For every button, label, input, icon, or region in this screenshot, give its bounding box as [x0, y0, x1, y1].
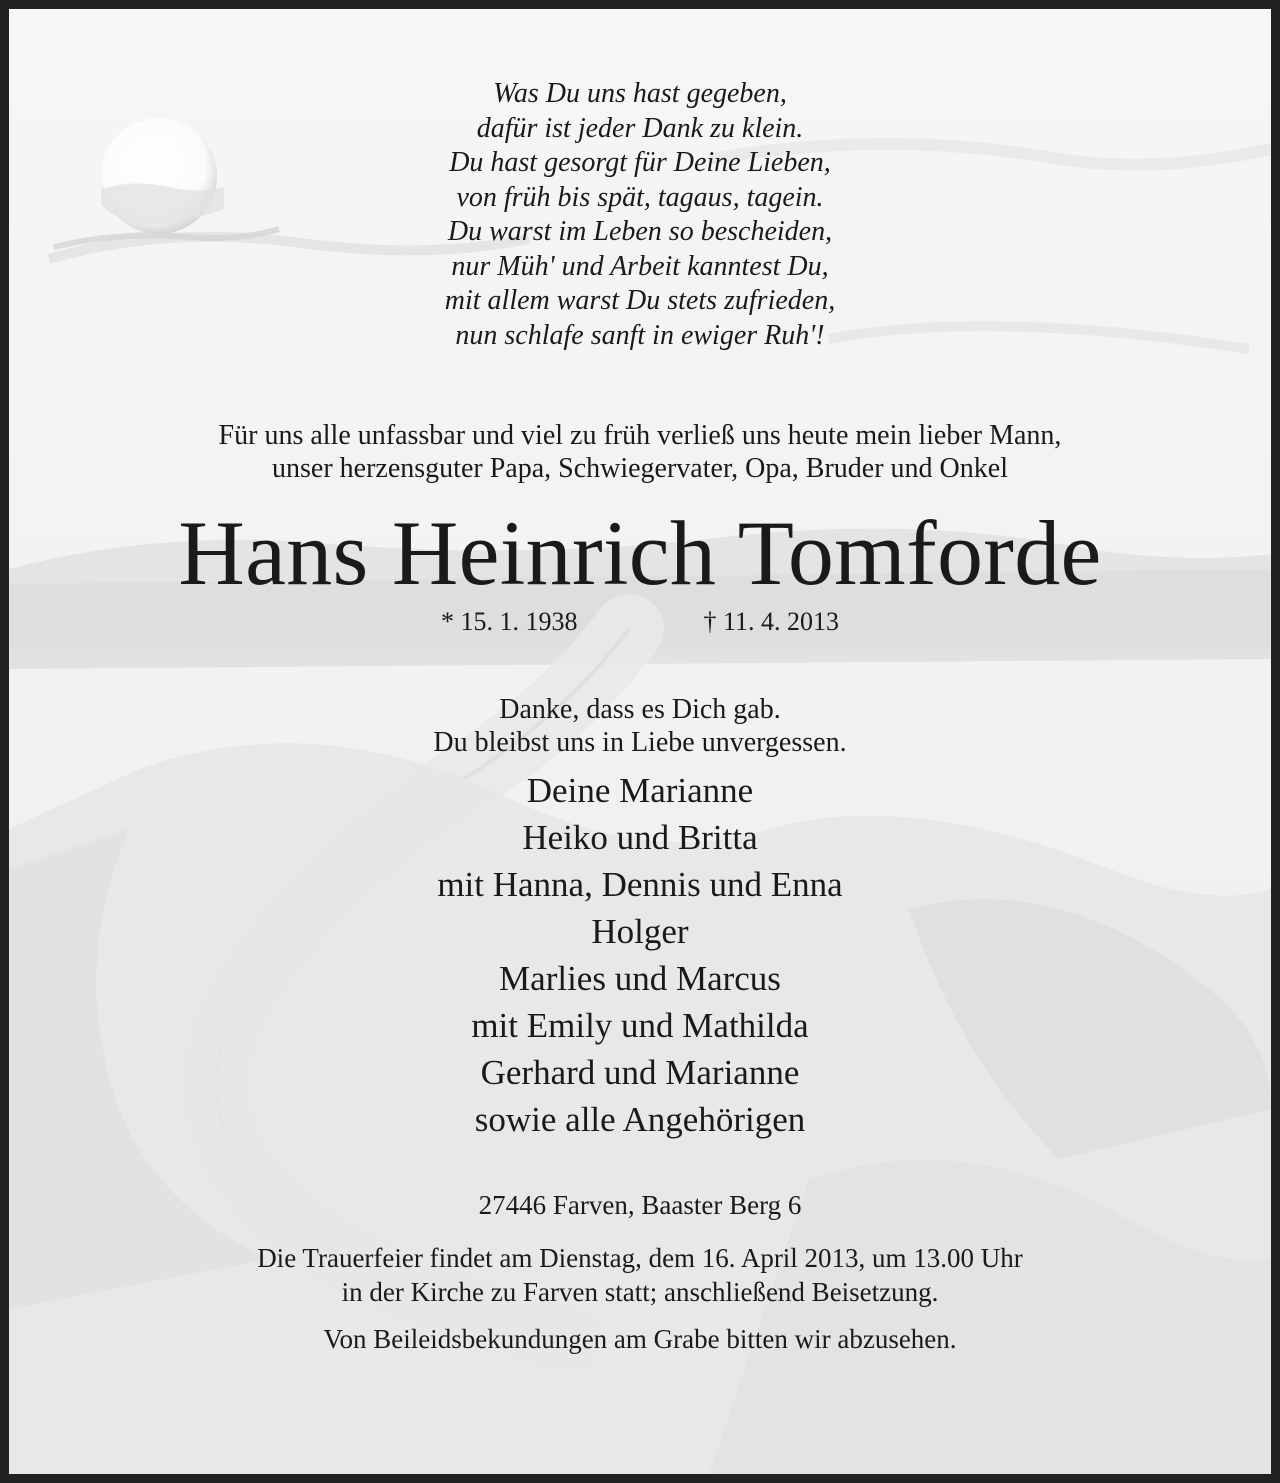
- mourner-entry: sowie alle Angehörigen: [474, 1100, 806, 1139]
- mourner-entry: Heiko und Britta: [522, 818, 758, 857]
- poem-line: nur Müh' und Arbeit kanntest Du,: [451, 250, 829, 282]
- intro-line: Für uns alle unfassbar und viel zu früh verließ uns heute mein lieber Mann,: [218, 420, 1062, 451]
- poem-line: dafür ist jeder Dank zu klein.: [476, 112, 804, 144]
- condolence-note: Von Beileidsbekundungen am Grabe bitten wir abzusehen.: [323, 1324, 957, 1354]
- poem-line: mit allem warst Du stets zufrieden,: [444, 285, 836, 316]
- mourner-entry: Holger: [591, 912, 689, 951]
- poem-line: Was Du uns hast gegeben,: [493, 78, 787, 109]
- intro-line: unser herzensguter Papa, Schwiegervater, Opa, Bruder und Onkel: [272, 453, 1008, 484]
- mourners-list: [9, 767, 1271, 1143]
- thanks-line: Danke, dass es Dich gab.: [499, 694, 781, 725]
- service-line: in der Kirche zu Farven statt; anschließend Beisetzung.: [341, 1277, 939, 1307]
- service-line: Die Trauerfeier findet am Dienstag, dem 16. April 2013, um 13.00 Uhr: [257, 1243, 1023, 1273]
- memorial-poem: [9, 9, 1271, 353]
- thanks-message: [9, 693, 1271, 759]
- notice-content: [9, 9, 1271, 1355]
- poem-line: Du hast gesorgt für Deine Lieben,: [449, 147, 831, 178]
- poem-line: von früh bis spät, tagaus, tagein.: [456, 181, 824, 213]
- death-date: † 11. 4. 2013: [703, 607, 840, 636]
- thanks-line: Du bleibst uns in Liebe unvergessen.: [433, 727, 847, 758]
- mourner-entry: Marlies und Marcus: [499, 959, 781, 998]
- announcement-intro: [9, 419, 1271, 485]
- deceased-name: Hans Heinrich Tomforde: [178, 502, 1102, 604]
- mourner-entry: mit Hanna, Dennis und Enna: [437, 865, 843, 904]
- mourner-entry: mit Emily und Mathilda: [471, 1006, 809, 1045]
- funeral-service-info: [9, 1241, 1271, 1309]
- mourner-entry: Deine Marianne: [526, 771, 754, 810]
- poem-line: Du warst im Leben so bescheiden,: [447, 216, 833, 247]
- poem-line: nun schlafe sanft in ewiger Ruh'!: [455, 319, 825, 351]
- mourner-entry: Gerhard und Marianne: [480, 1053, 800, 1092]
- family-address: 27446 Farven, Baaster Berg 6: [478, 1190, 802, 1220]
- life-dates: [9, 607, 1271, 637]
- birth-date: * 15. 1. 1938: [440, 607, 578, 636]
